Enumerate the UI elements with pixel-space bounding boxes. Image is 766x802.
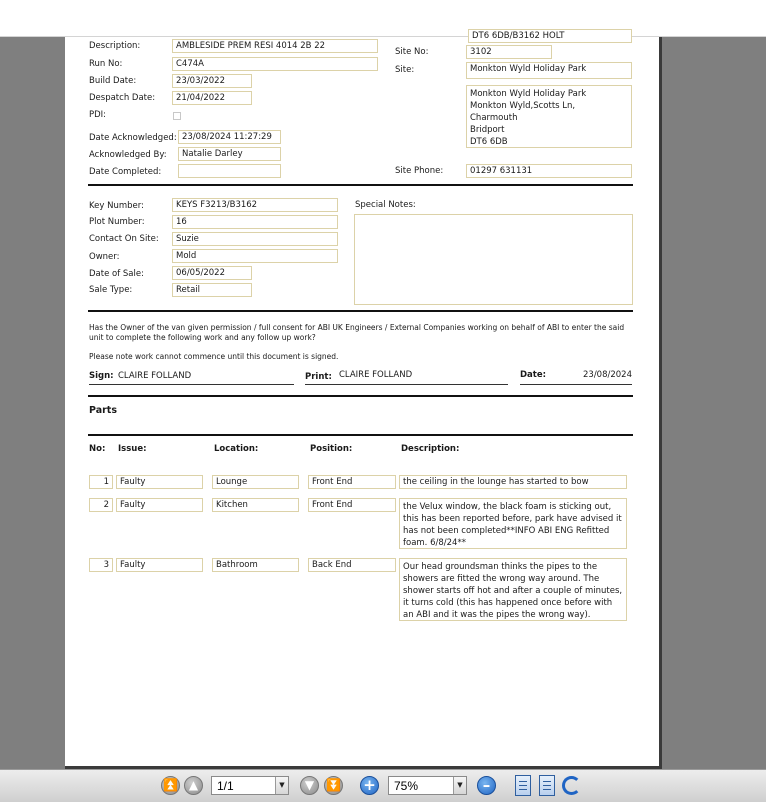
- pdi-checkbox[interactable]: [173, 112, 181, 120]
- section-divider: [88, 310, 633, 312]
- part-issue: Faulty: [116, 498, 203, 512]
- site-address-field: [466, 85, 632, 148]
- plot-number-label: Plot Number:: [89, 217, 145, 227]
- print-line: [305, 384, 508, 385]
- consent-text: Has the Owner of the van given permission / full consent for ABI UK Engineers / External Companies working on behalf of ABI to enter the said unit to complete the following work and any follow up work?: [89, 323, 625, 342]
- key-number-label: Key Number:: [89, 201, 144, 211]
- parts-heading: Parts: [89, 405, 117, 416]
- col-header-location: Location:: [214, 444, 259, 454]
- part-location: Kitchen: [212, 498, 299, 512]
- part-position: Front End: [308, 475, 396, 489]
- sign-value: CLAIRE FOLLAND: [118, 371, 192, 381]
- description-label: Description:: [89, 41, 141, 51]
- col-header-description: Description:: [401, 444, 460, 454]
- address-line: Bridport: [470, 125, 505, 135]
- zoom-in-icon[interactable]: +: [360, 776, 379, 795]
- description-field: AMBLESIDE PREM RESI 4014 2B 22: [172, 39, 378, 53]
- plot-number-field: 16: [172, 215, 338, 229]
- sale-type-field: Retail: [172, 283, 252, 297]
- part-position: Front End: [308, 498, 396, 512]
- page-dropdown-button[interactable]: ▼: [275, 777, 288, 794]
- date-completed-label: Date Completed:: [89, 167, 162, 177]
- contact-on-site-field: Suzie: [172, 232, 338, 246]
- date-line: [520, 384, 632, 385]
- despatch-date-label: Despatch Date:: [89, 93, 156, 103]
- part-no: 1: [89, 475, 113, 489]
- previous-page-icon[interactable]: ▲: [184, 776, 203, 795]
- site-field: Monkton Wyld Holiday Park: [466, 62, 632, 79]
- owner-field: Mold: [172, 249, 338, 263]
- rotate-icon[interactable]: [562, 776, 581, 795]
- section-divider: [88, 184, 633, 186]
- date-label: Date:: [520, 370, 547, 380]
- date-acknowledged-field: 23/08/2024 11:27:29: [178, 130, 281, 144]
- last-page-icon[interactable]: ⏬: [324, 776, 343, 795]
- section-divider: [88, 434, 633, 436]
- zoom-out-icon[interactable]: –: [477, 776, 496, 795]
- viewer-toolbar: [0, 769, 766, 802]
- col-header-position: Position:: [310, 444, 353, 454]
- part-location: Bathroom: [212, 558, 299, 572]
- special-notes-field: [354, 214, 633, 305]
- top-partial-field: DT6 6DB/B3162 HOLT: [468, 29, 632, 43]
- part-position: Back End: [308, 558, 396, 572]
- address-line: Charmouth: [470, 113, 518, 123]
- single-page-icon[interactable]: [515, 775, 531, 796]
- part-description: the ceiling in the lounge has started to bow: [399, 475, 627, 489]
- contact-on-site-label: Contact On Site:: [89, 234, 159, 244]
- print-label: Print:: [305, 372, 332, 382]
- part-issue: Faulty: [116, 558, 203, 572]
- part-description: Our head groundsman thinks the pipes to the showers are fitted the wrong way around. The shower starts off hot and after a couple of minutes, it turns cold (this has happened once before with an ABI and it was the pipes the wrong way).: [399, 558, 627, 621]
- col-header-no: No:: [89, 444, 106, 454]
- pdi-label: PDI:: [89, 110, 107, 120]
- site-label: Site:: [395, 65, 415, 75]
- part-no: 3: [89, 558, 113, 572]
- address-line: Monkton Wyld Holiday Park: [470, 89, 587, 99]
- special-notes-label: Special Notes:: [355, 200, 416, 210]
- address-line: DT6 6DB: [470, 137, 508, 147]
- sale-type-label: Sale Type:: [89, 285, 133, 295]
- document-page[interactable]: [65, 31, 662, 768]
- col-header-issue: Issue:: [118, 444, 147, 454]
- owner-label: Owner:: [89, 252, 120, 262]
- build-date-field: 23/03/2022: [172, 74, 252, 88]
- part-no: 2: [89, 498, 113, 512]
- viewer-top-bar: [0, 0, 766, 37]
- date-of-sale-field: 06/05/2022: [172, 266, 252, 280]
- date-acknowledged-label: Date Acknowledged:: [89, 133, 177, 143]
- first-page-icon[interactable]: ⏫: [161, 776, 180, 795]
- build-date-label: Build Date:: [89, 76, 137, 86]
- key-number-field: KEYS F3213/B3162: [172, 198, 338, 212]
- site-no-field: 3102: [466, 45, 552, 59]
- section-divider: [88, 395, 633, 397]
- date-value: 23/08/2024: [583, 370, 632, 380]
- date-completed-field: [178, 164, 281, 178]
- sign-label: Sign:: [89, 371, 114, 381]
- fit-page-icon[interactable]: [539, 775, 555, 796]
- run-no-field: C474A: [172, 57, 378, 71]
- next-page-icon[interactable]: ▼: [300, 776, 319, 795]
- run-no-label: Run No:: [89, 59, 123, 69]
- notice-text: Please note work cannot commence until this document is signed.: [89, 352, 339, 361]
- acknowledged-by-label: Acknowledged By:: [89, 150, 167, 160]
- despatch-date-field: 21/04/2022: [172, 91, 252, 105]
- part-description: the Velux window, the black foam is sticking out, this has been reported before, park have advised it has not been completed**INFO ABI ENG Refitted foam. 6/8/24**: [399, 498, 627, 549]
- page-shadow-right: [659, 37, 662, 770]
- date-of-sale-label: Date of Sale:: [89, 269, 144, 279]
- site-phone-label: Site Phone:: [395, 166, 444, 176]
- address-line: Monkton Wyld,Scotts Ln,: [470, 101, 576, 111]
- site-no-label: Site No:: [395, 47, 429, 57]
- sign-line: [89, 384, 294, 385]
- site-phone-field: 01297 631131: [466, 164, 632, 178]
- part-issue: Faulty: [116, 475, 203, 489]
- acknowledged-by-field: Natalie Darley: [178, 147, 281, 161]
- zoom-dropdown-button[interactable]: ▼: [453, 777, 466, 794]
- print-value: CLAIRE FOLLAND: [339, 370, 413, 380]
- part-location: Lounge: [212, 475, 299, 489]
